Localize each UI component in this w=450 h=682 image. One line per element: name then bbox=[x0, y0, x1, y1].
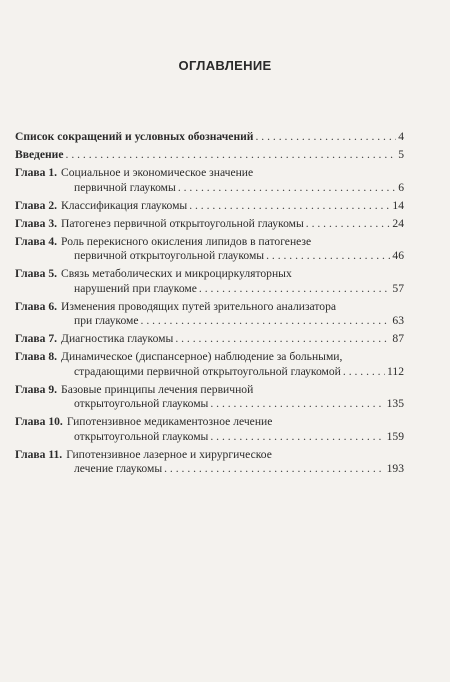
toc-entry[interactable] bbox=[15, 415, 404, 444]
entry-title-line: Динамическое (диспансерное) наблюдение за больными, bbox=[61, 350, 343, 363]
entry-title-line: Гипотензивное лазерное и хирургическое bbox=[66, 447, 272, 461]
dot-leader bbox=[210, 430, 384, 445]
entry-title-line: Роль перекисного окисления липидов в патогенезе bbox=[61, 234, 312, 248]
entry-title-line: открытоугольной глаукомы bbox=[74, 429, 209, 443]
table-of-contents bbox=[15, 130, 404, 480]
page-number: 112 bbox=[387, 364, 404, 378]
toc-entry[interactable] bbox=[15, 148, 404, 163]
entry-title-line: Гипотензивное медикаментозное лечение bbox=[66, 415, 273, 428]
toc-entry[interactable] bbox=[15, 332, 404, 347]
page-number: 6 bbox=[398, 180, 404, 194]
entry-title-line: Связь метаболических и микроциркуляторных bbox=[61, 267, 292, 280]
dot-leader bbox=[189, 199, 390, 214]
dot-leader bbox=[306, 217, 391, 232]
toc-entry[interactable] bbox=[15, 300, 404, 329]
chapter-label: Глава 8. bbox=[15, 350, 58, 363]
dot-leader bbox=[141, 314, 391, 329]
page-title: ОГЛАВЛЕНИЕ bbox=[178, 58, 272, 73]
chapter-label: Глава 1. bbox=[15, 166, 58, 179]
entry-title-line: Социальное и экономическое значение bbox=[61, 166, 254, 179]
dot-leader bbox=[164, 462, 384, 477]
dot-leader bbox=[343, 365, 385, 380]
entry-title-line: нарушений при глаукоме bbox=[74, 281, 197, 295]
dot-leader bbox=[210, 397, 384, 412]
toc-entry[interactable] bbox=[15, 199, 404, 214]
toc-entry[interactable] bbox=[15, 217, 404, 232]
toc-entry[interactable] bbox=[15, 383, 404, 412]
entry-title-line: первичной открытоугольной глаукомы bbox=[74, 249, 265, 262]
entry-title-line: Патогенез первичной открытоугольной глаукомы bbox=[61, 216, 304, 230]
chapter-label: Глава 6. bbox=[15, 299, 58, 313]
chapter-label: Глава 10. bbox=[15, 415, 63, 428]
entry-title-line: Диагностика глаукомы bbox=[61, 332, 174, 345]
dot-leader bbox=[256, 130, 397, 145]
entry-title-line: Изменения проводящих путей зрительного анализатора bbox=[61, 299, 337, 313]
dot-leader bbox=[178, 181, 396, 196]
entry-title-line: открытоугольной глаукомы bbox=[74, 397, 209, 410]
page-number: 193 bbox=[386, 462, 404, 475]
entry-title-line: первичной глаукомы bbox=[74, 180, 176, 194]
dot-leader bbox=[266, 249, 390, 264]
dot-leader bbox=[175, 332, 390, 347]
toc-entry[interactable] bbox=[15, 130, 404, 145]
page-number: 87 bbox=[392, 332, 404, 345]
page-number: 135 bbox=[386, 397, 404, 410]
toc-entry[interactable] bbox=[15, 166, 404, 195]
chapter-label: Глава 11. bbox=[15, 447, 63, 461]
entry-title-line: при глаукоме bbox=[74, 314, 139, 327]
toc-entry[interactable] bbox=[15, 350, 404, 379]
toc-entry[interactable] bbox=[15, 235, 404, 264]
chapter-label: Глава 3. bbox=[15, 216, 58, 230]
entry-title-line: лечение глаукомы bbox=[74, 462, 163, 475]
entry-title-line: Базовые принципы лечения первичной bbox=[61, 382, 254, 396]
chapter-label: Глава 9. bbox=[15, 382, 58, 396]
entry-title-line: страдающими первичной открытоугольной глаукомой bbox=[74, 364, 341, 378]
page-number: 63 bbox=[392, 314, 404, 327]
page-number: 24 bbox=[392, 216, 404, 230]
page-number: 14 bbox=[392, 198, 404, 212]
entry-title-line: Введение bbox=[15, 148, 64, 161]
chapter-label: Глава 7. bbox=[15, 332, 58, 345]
page-number: 159 bbox=[386, 429, 404, 443]
chapter-label: Глава 2. bbox=[15, 198, 58, 212]
page-number: 5 bbox=[398, 148, 404, 161]
dot-leader bbox=[199, 282, 391, 297]
page-number: 4 bbox=[398, 130, 404, 143]
entry-title-line: Список сокращений и условных обозначений bbox=[15, 130, 254, 143]
chapter-label: Глава 4. bbox=[15, 234, 58, 248]
chapter-label: Глава 5. bbox=[15, 267, 58, 280]
page-number: 57 bbox=[392, 281, 404, 295]
dot-leader bbox=[66, 148, 397, 163]
toc-entry[interactable] bbox=[15, 448, 404, 477]
entry-title-line: Классификация глаукомы bbox=[61, 198, 188, 212]
toc-entry[interactable] bbox=[15, 267, 404, 296]
page-number: 46 bbox=[392, 249, 404, 262]
